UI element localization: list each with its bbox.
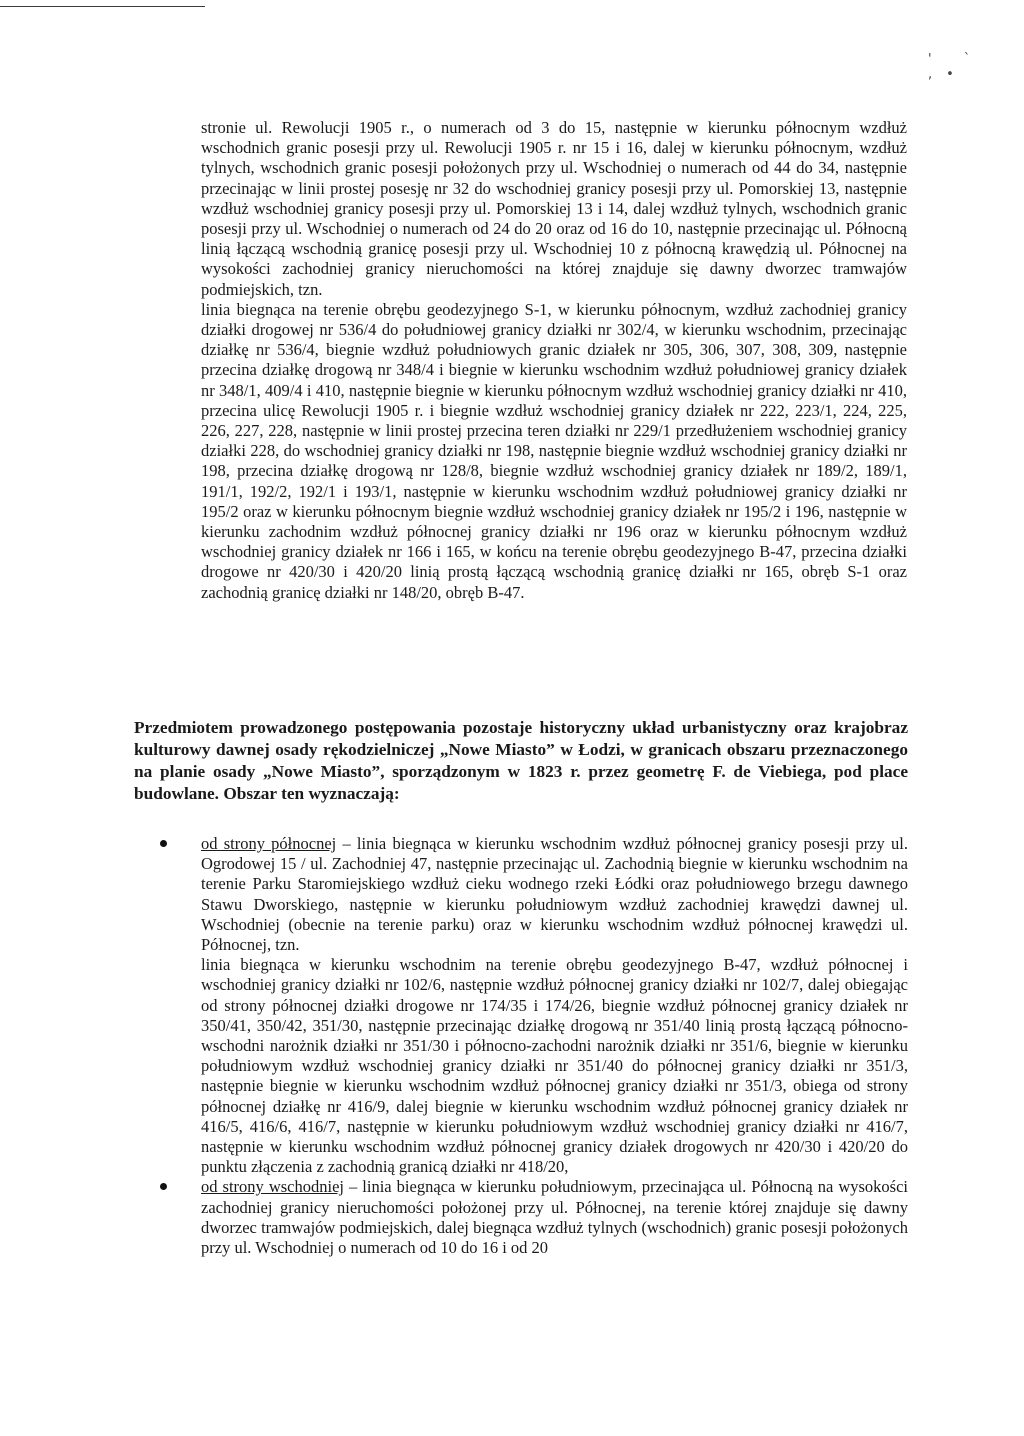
list-item-north	[160, 834, 908, 1177]
scan-specks: ' ` ,•	[928, 52, 985, 82]
bullet-icon	[160, 840, 167, 847]
bullet-label: od strony północnej	[201, 834, 337, 853]
document-body	[201, 118, 907, 603]
bullet-text: – linia biegnąca w kierunku wschodnim wzdłuż północnej granicy posesji przy ul. Ogrodowej 15 / ul. Zachodniej 47, następnie przecinając ul. Zachodnią biegnie w kierunku wschodnim na terenie Parku Staromiejskiego wzdłuż cieku wodnego rzeki Łódki oraz południowego brzegu dawnego Stawu Dworskiego, następnie w kierunku południowym wzdłuż zachodniej krawędzi dawnej ul. Wschodniej (obecnie na terenie parku) oraz w kierunku wschodnim wzdłuż północnej krawędzi ul. Północnej, tzn.	[201, 834, 908, 955]
section-heading: Przedmiotem prowadzonego postępowania pozostaje historyczny układ urbanistyczny oraz krajobraz kulturowy dawnej osady rękodzielniczej „Nowe Miasto” w Łodzi, w granicach obszaru przeznaczonego na planie osady „Nowe Miasto”, sporządzonym w 1823 r. przez geometrę F. de Viebiega, pod place budowlane. Obszar ten wyznaczają:	[134, 718, 908, 803]
scan-top-rule	[0, 6, 205, 7]
list-item-east	[160, 1177, 908, 1258]
bullet-label: od strony wschodniej	[201, 1177, 344, 1197]
bullet-text: – linia biegnąca w kierunku południowym, przecinająca ul. Północną na wysokości zachodniej granicy nieruchomości położonej przy ul. Północnej, na terenie której znajduje się dawny dworzec tramwajów podmiejskich, dalej biegnąca wzdłuż tylnych (wschodnich) granic posesji położonych przy ul. Wschodniej o numerach od 10 do 16 i od 20	[201, 1177, 908, 1258]
boundary-list	[160, 834, 908, 1258]
bullet-icon	[160, 1183, 167, 1190]
paragraph-1: stronie ul. Rewolucji 1905 r., o numerach od 3 do 15, następnie w kierunku północnym wzdłuż wschodnich granic posesji przy ul. Rewolucji 1905 r. nr 15 i 16, dalej w kierunku północnym, wzdłuż tylnych, wschodnich granic posesji położonych przy ul. Wschodniej o numerach od 44 do 34, następnie przecinając w linii prostej posesję nr 32 do wschodniej granicy posesji przy ul. Pomorskiej 13, następnie wzdłuż wschodniej granicy posesji przy ul. Pomorskiej 13 i 14, dalej wzdłuż tylnych, wschodnich granic posesji przy ul. Wschodniej o numerach od 24 do 20 oraz od 16 do 10, następnie przecinając ul. Północną linią łączącą wschodnią granicę posesji przy ul. Wschodniej 10 z północną krawędzią ul. Północnej na wysokości zachodniej granicy nieruchomości na której znajduje się dawny dworzec tramwajów podmiejskich, tzn.	[201, 118, 907, 299]
paragraph-2: linia biegnąca na terenie obrębu geodezyjnego S-1, w kierunku północnym, wzdłuż zachodniej granicy działki drogowej nr 536/4 do południowej granicy działki nr 302/4, w kierunku wschodnim, przecinając działkę nr 536/4, biegnie wzdłuż południowych granic działek nr 305, 306, 307, 308, 309, następnie przecina działkę drogową nr 348/4 i biegnie w kierunku wschodnim wzdłuż południowej granicy działek nr 348/1, 409/4 i 410, następnie biegnie w kierunku północnym wzdłuż wschodniej granicy działki nr 410, przecina ulicę Rewolucji 1905 r. i biegnie wzdłuż wschodniej granicy działek nr 222, 223/1, 224, 225, 226, 227, 228, następnie w linii prostej przecina teren działki nr 229/1 przedłużeniem wschodniej granicy działki 228, do wschodniej granicy działki nr 198, następnie biegnie wzdłuż wschodniej granicy działki nr 198, przecina działkę drogową nr 128/8, biegnie wzdłuż wschodniej granicy działek nr 189/2, 189/1, 191/1, 192/2, 192/1 i 193/1, następnie w kierunku wschodnim wzdłuż południowej granicy działki nr 195/2 oraz w kierunku północnym biegnie wzdłuż wschodniej granicy działek nr 195/2 i 196, następnie w kierunku zachodnim wzdłuż północnej granicy działki nr 196 oraz w kierunku północnym wzdłuż wschodniej granicy działek nr 166 i 165, w końcu na terenie obrębu geodezyjnego B-47, przecina działki drogowe nr 420/30 i 420/20 linią prostą łączącą wschodnią granicę działki nr 165, obręb S-1 oraz zachodnią granicę działki nr 148/20, obręb B-47.	[201, 299, 907, 602]
bullet-continuation: linia biegnąca w kierunku wschodnim na terenie obrębu geodezyjnego B-47, wzdłuż północnej i wschodniej granicy działki nr 102/6, następnie wzdłuż północnej granicy działki nr 102/7, dalej obiegając od strony północnej działki drogowe nr 174/35 i 174/26, biegnie wzdłuż północnej granicy działek nr 350/41, 350/42, 351/30, następnie przecinając działkę drogową nr 351/40 linią prostą łączącą północno-wschodni narożnik działki nr 351/30 i północno-zachodni narożnik działki nr 351/6, biegnie w kierunku południowym wzdłuż wschodniej granicy działki nr 351/40 do północnej granicy działki nr 351/3, następnie biegnie w kierunku wschodnim wzdłuż północnej granicy działki nr 351/3, obiega od strony północnej działkę nr 416/9, dalej biegnie w kierunku wschodnim wzdłuż północnej granicy działek nr 416/5, 416/6, 416/7, następnie w kierunku południowym wzdłuż wschodniej granicy działki nr 416/7, następnie w kierunku wschodnim wzdłuż północnej granicy działek drogowych nr 420/30 i 420/20 do punktu złączenia z zachodnią granicą działki nr 418/20,	[201, 955, 908, 1177]
